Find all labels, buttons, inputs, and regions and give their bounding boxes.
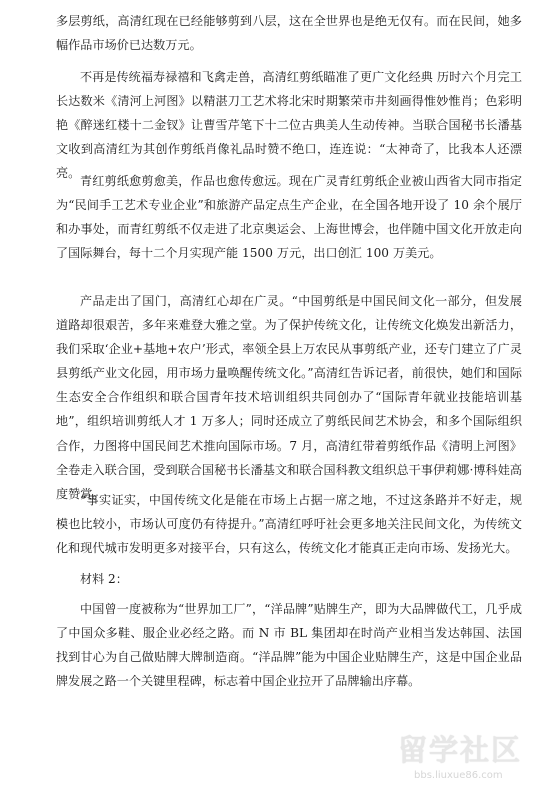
paragraph-2: 不再是传统福寿禄禧和飞禽走兽，高清红剪纸瞄准了更广文化经典 历时六个月完工长达数米《清河上河图》以精湛刀工艺术将北宋时期繁荣市井刻画得惟妙惟肖；色彩明艳《醉迷红楼十二金钗》让曹雪芹笔下十二位古典美人生动传神。当联合国秘书长潘基文收到高清红为其创作剪纸肖像礼品时赞不绝口，连连说：“太神奇了，比我本人还漂亮。 <box>56 70 522 181</box>
watermark-url: bbs.liuxue86.com <box>414 770 503 781</box>
material-2-heading: 材料 2： <box>80 572 128 586</box>
watermark-logo: 留学社区 <box>398 733 523 767</box>
site-watermark <box>398 730 548 786</box>
paragraph-6: 中国曾一度被称为“世界加工厂”，“洋品牌”贴牌生产，即为大品牌做代工，几乎成了中国众多鞋、服企业必经之路。而 N 市 BL 集团却在时尚产业相当发达韩国、法国找到甘心为自己做贴牌大牌制造商。“洋品牌”能为中国企业贴牌生产，这是中国企业品牌发展之路一个关键里程碑，标志着中国企业拉开了品牌输出序幕。 <box>56 602 522 689</box>
paragraph-3: 青红剪纸愈剪愈美，作品也愈传愈远。现在广灵青红剪纸企业被山西省大同市指定为“民间手工艺术专业企业”和旅游产品定点生产企业，在全国各地开设了 10 余个展厅和办事处，而青红剪纸不仅走进了北京奥运会、上海世博会，也伴随中国文化开放走向了国际舞台，每十二个月实现产能 1500 万元，出口创汇 100 万美元。 <box>56 174 522 261</box>
paragraph-5: “事实证实，中国传统文化是能在市场上占据一席之地，不过这条路并不好走，规模也比较小，市场认可度仍有待提升。”高清红呼吁社会更多地关注民间文化，为传统文化和现代城市发明更多对接平台，只有这么，传统文化才能真正走向市场、发扬光大。 <box>56 493 522 556</box>
paragraph-1: 多层剪纸，高清红现在已经能够剪到八层，这在全世界也是绝无仅有。而在民间，她多幅作品市场价已达数万元。 <box>56 14 522 53</box>
paragraph-4: 产品走出了国门，高清红心却在广灵。“中国剪纸是中国民间文化一部分，但发展道路却很艰苦，多年来难登大雅之堂。为了保护传统文化，让传统文化焕发出新活力，我们采取‘企业+基地+农户’形式，率领全县上万农民从事剪纸产业，还专门建立了广灵县剪纸产业文化园，用市场力量唤醒传统文化。”高清红告诉记者，前很快，她们和国际生态安全合作组织和联合国青年技术培训组织共同创办了“国际青年就业技能培训基地”，组织培训剪纸人才 1 万多人；同时还成立了剪纸民间艺术协会，和多个国际组织合作，力图将中国民间艺术推向国际市场。7 月，高清红带着剪纸作品《清明上河图》全卷走入联合国，受到联合国秘书长潘基文和联合国科教文组织总干事伊莉娜·博科娃高度赞赏。 <box>56 294 522 501</box>
